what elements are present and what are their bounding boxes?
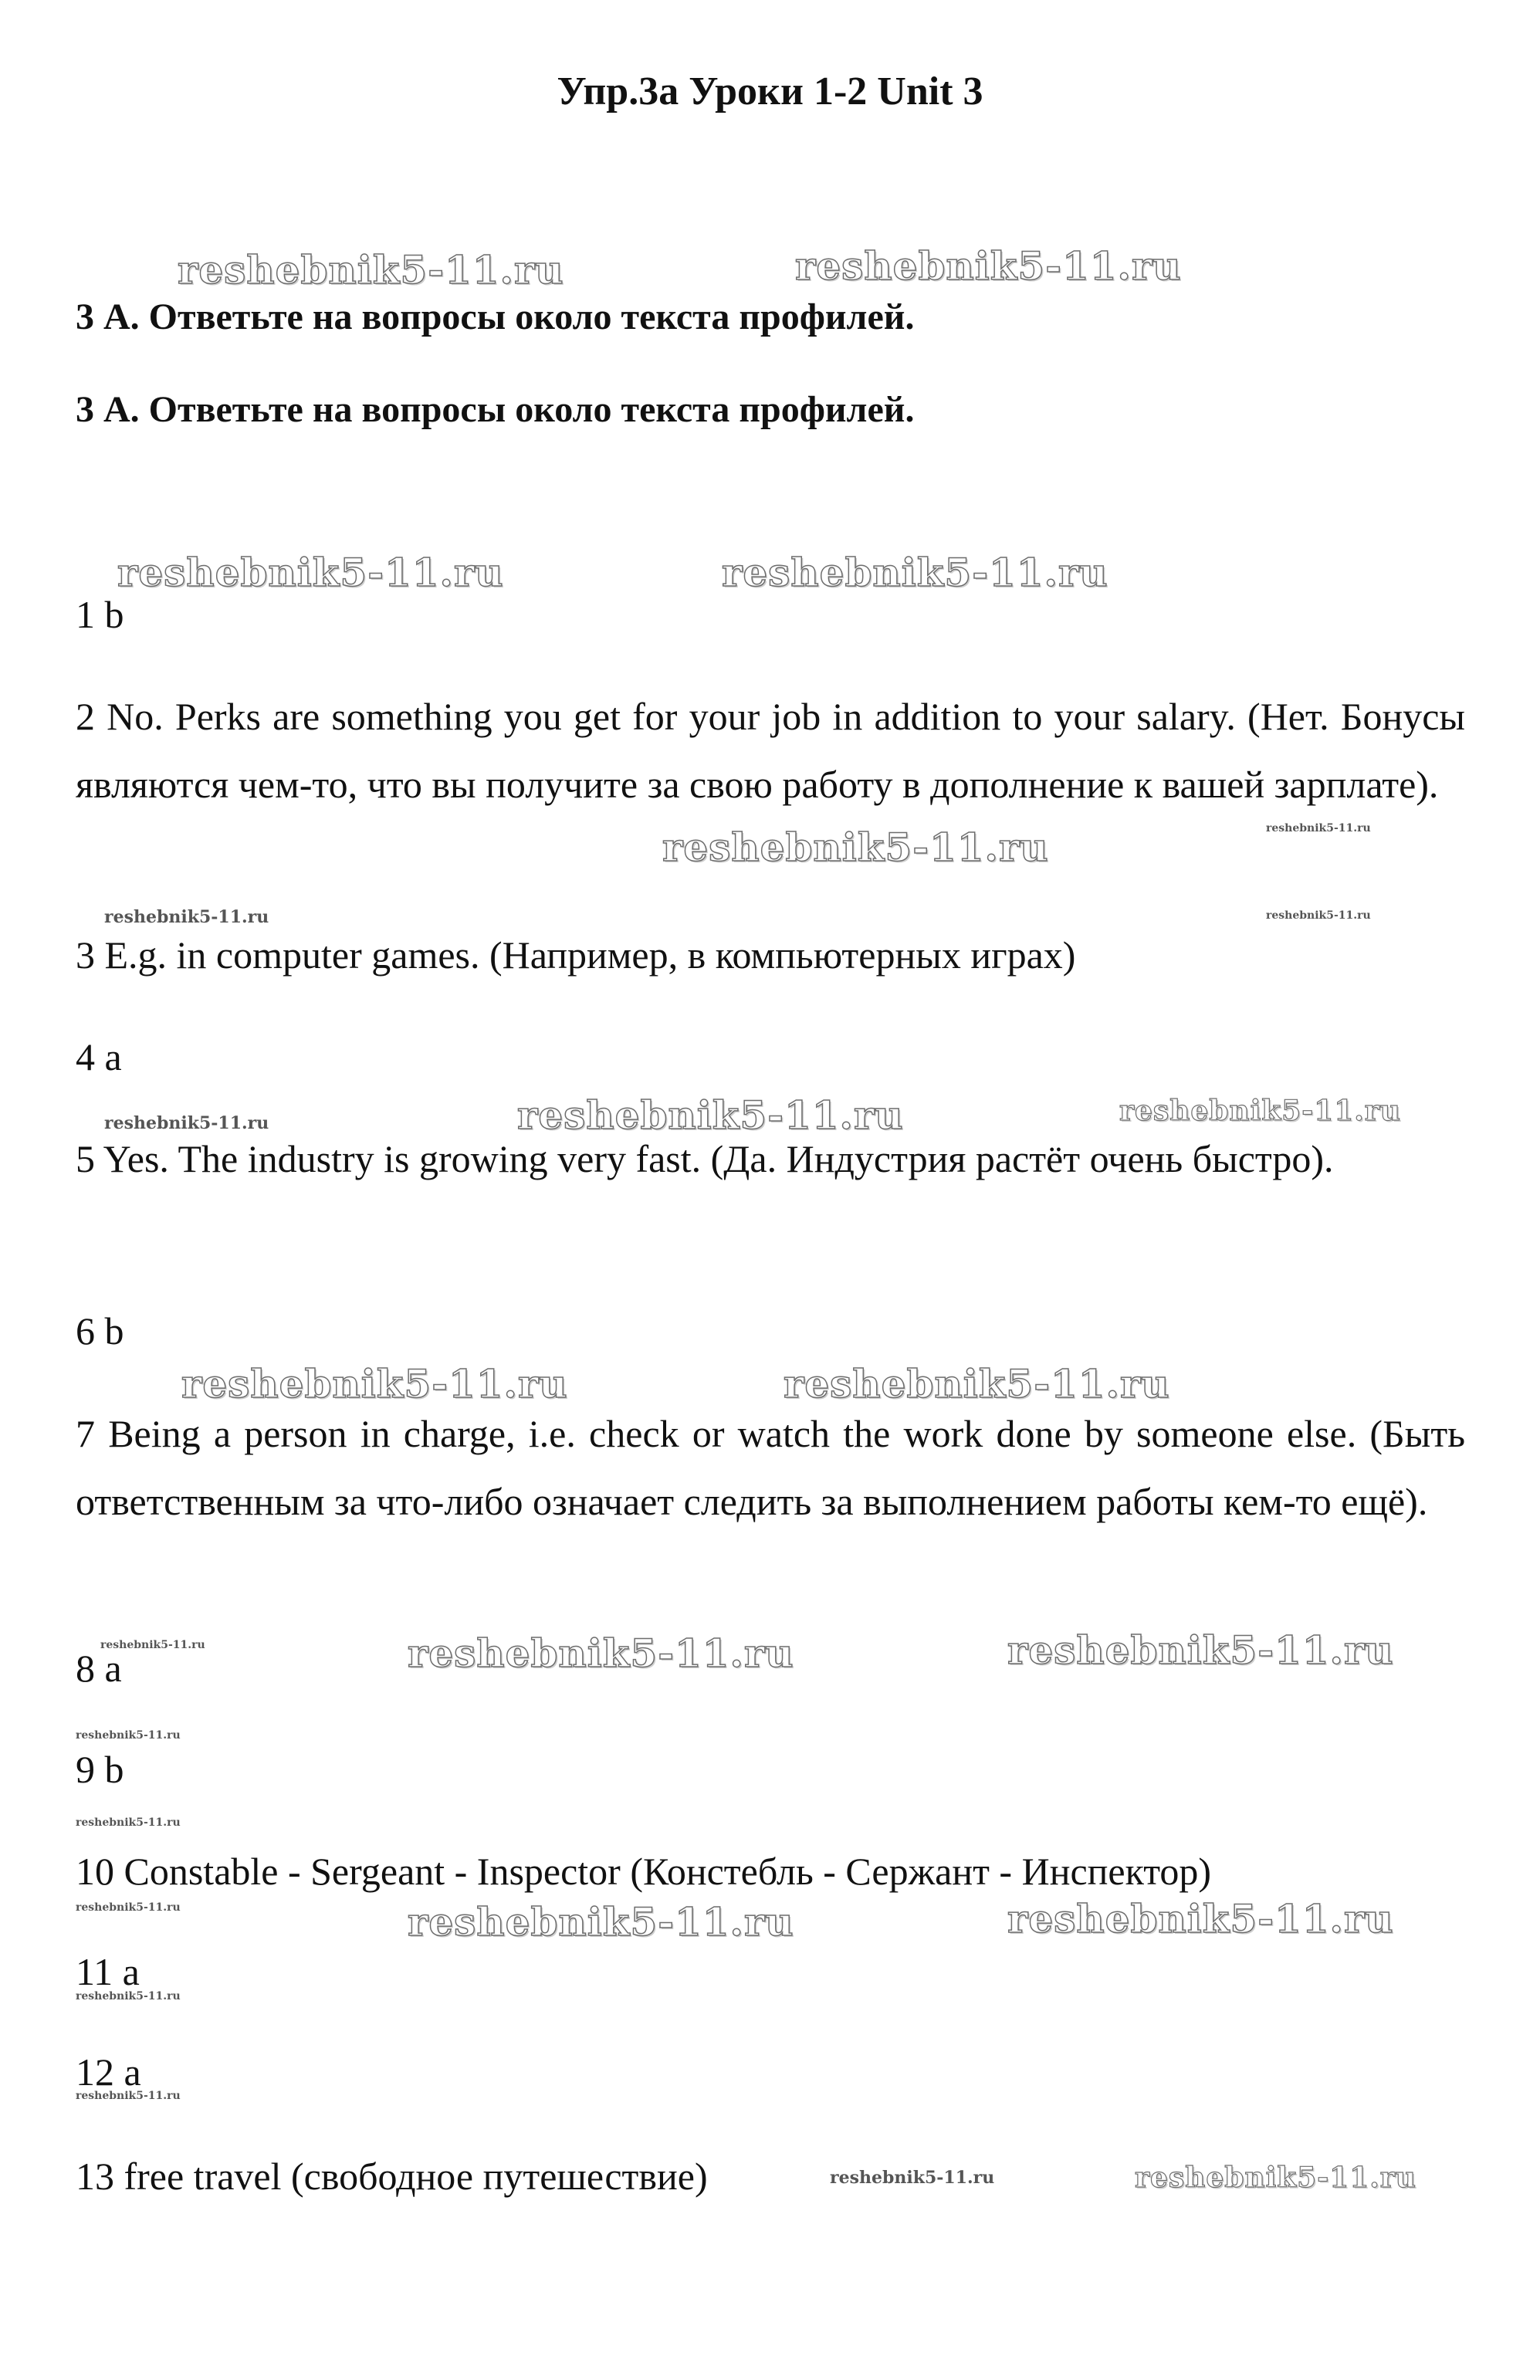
watermark: reshebnik5-11.ru xyxy=(181,1361,568,1407)
section-heading: 3 А. Ответьте на вопросы около текста профилей. xyxy=(76,389,915,430)
watermark: reshebnik5-11.ru xyxy=(784,1361,1170,1407)
answer-12: 12 a xyxy=(76,2050,141,2094)
answer-10: 10 Constable - Sergeant - Inspector (Констебль - Сержант - Инспектор) xyxy=(76,1850,1212,1893)
watermark: reshebnik5-11.ru xyxy=(104,907,269,927)
page-title: Упр.3а Уроки 1-2 Unit 3 xyxy=(557,69,983,113)
answer-1: 1 b xyxy=(76,593,124,636)
section-heading: 3 А. Ответьте на вопросы около текста профилей. xyxy=(76,296,915,337)
answer-7: 7 Being a person in charge, i.e. check or watch the work done by someone else. (Быть ответственным за что-либо означает следить за выполнением работы кем-то ещё). xyxy=(76,1412,1465,1523)
watermark: reshebnik5-11.ru xyxy=(1135,2162,1416,2194)
watermark: reshebnik5-11.ru xyxy=(1119,1095,1401,1127)
answer-4: 4 a xyxy=(76,1035,122,1078)
watermark: reshebnik5-11.ru xyxy=(662,824,1049,870)
answer-3: 3 E.g. in computer games. (Например, в компьютерных играх) xyxy=(76,933,1076,977)
watermark: reshebnik5-11.ru xyxy=(408,1899,794,1945)
watermark: reshebnik5-11.ru xyxy=(1007,1627,1394,1673)
watermark: reshebnik5-11.ru xyxy=(178,247,564,293)
watermark: reshebnik5-11.ru xyxy=(1266,822,1371,835)
watermark: reshebnik5-11.ru xyxy=(104,1113,269,1133)
watermark: reshebnik5-11.ru xyxy=(76,1816,181,1829)
answer-5: 5 Yes. The industry is growing very fast. (Да. Индустрия растёт очень быстро). xyxy=(76,1137,1334,1180)
watermark: reshebnik5-11.ru xyxy=(408,1630,794,1676)
watermark: reshebnik5-11.ru xyxy=(1266,909,1371,922)
watermark: reshebnik5-11.ru xyxy=(722,550,1108,595)
answer-8: 8 a xyxy=(76,1647,122,1690)
answer-6: 6 b xyxy=(76,1309,124,1353)
watermark: reshebnik5-11.ru xyxy=(830,2168,995,2188)
answer-9: 9 b xyxy=(76,1748,124,1791)
watermark: reshebnik5-11.ru xyxy=(1007,1896,1394,1942)
watermark: reshebnik5-11.ru xyxy=(76,2090,181,2102)
answer-2: 2 No. Perks are something you get for your job in addition to your salary. (Нет. Бонусы являются чем-то, что вы получите за свою работу в дополнение к вашей зарплате). xyxy=(76,695,1465,806)
answer-11: 11 a xyxy=(76,1950,140,1993)
watermark: reshebnik5-11.ru xyxy=(76,1990,181,2003)
watermark: reshebnik5-11.ru xyxy=(76,1901,181,1914)
watermark: reshebnik5-11.ru xyxy=(100,1639,205,1651)
watermark: reshebnik5-11.ru xyxy=(517,1092,904,1138)
watermark: reshebnik5-11.ru xyxy=(76,1729,181,1742)
watermark: reshebnik5-11.ru xyxy=(117,550,504,595)
watermark: reshebnik5-11.ru xyxy=(795,243,1182,289)
answer-13: 13 free travel (свободное путешествие) xyxy=(76,2155,708,2198)
